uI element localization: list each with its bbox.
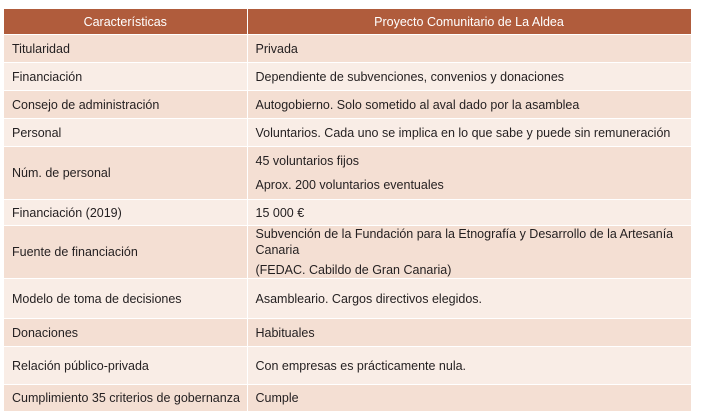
table-row: [4, 200, 691, 226]
table-row: [4, 319, 691, 347]
row-value: Con empresas es prácticamente nula.: [247, 347, 691, 385]
row-value-line: 45 voluntarios fijos: [255, 154, 360, 168]
row-label: Personal: [4, 119, 247, 147]
table-row: [4, 226, 691, 279]
table-row: [4, 347, 691, 385]
row-value-line: Subvención de la Fundación para la Etnografía y Desarrollo de la Artesanía Canaria: [255, 227, 674, 257]
table-row: [4, 63, 691, 91]
row-label: Modelo de toma de decisiones: [4, 279, 247, 319]
row-value: Asambleario. Cargos directivos elegidos.: [247, 279, 691, 319]
row-label: Titularidad: [4, 35, 247, 63]
row-value: Cumple: [247, 385, 691, 412]
row-value: Privada: [247, 35, 691, 63]
table-row: [4, 91, 691, 119]
header-project: Proyecto Comunitario de La Aldea: [247, 9, 691, 35]
row-value: [247, 226, 691, 279]
header-characteristics: Características: [4, 9, 247, 35]
table-row: [4, 35, 691, 63]
row-label: Financiación (2019): [4, 200, 247, 226]
table-header-row: [4, 9, 691, 35]
row-value: Voluntarios. Cada uno se implica en lo que sabe y puede sin remuneración: [247, 119, 691, 147]
row-value: Autogobierno. Solo sometido al aval dado por la asamblea: [247, 91, 691, 119]
row-label: Consejo de administración: [4, 91, 247, 119]
table-row: [4, 279, 691, 319]
row-value: Dependiente de subvenciones, convenios y donaciones: [247, 63, 691, 91]
row-label: Relación público-privada: [4, 347, 247, 385]
row-value-line: (FEDAC. Cabildo de Gran Canaria): [255, 263, 452, 277]
row-value-line: Aprox. 200 voluntarios eventuales: [255, 178, 444, 192]
characteristics-table: [4, 9, 692, 412]
row-value: [247, 147, 691, 200]
row-label: Financiación: [4, 63, 247, 91]
table-row: [4, 385, 691, 412]
row-label: Núm. de personal: [4, 147, 247, 200]
row-label: Cumplimiento 35 criterios de gobernanza: [4, 385, 247, 412]
row-value: Habituales: [247, 319, 691, 347]
table-row: [4, 119, 691, 147]
table-row: [4, 147, 691, 200]
row-label: Donaciones: [4, 319, 247, 347]
row-value: 15 000 €: [247, 200, 691, 226]
row-label: Fuente de financiación: [4, 226, 247, 279]
